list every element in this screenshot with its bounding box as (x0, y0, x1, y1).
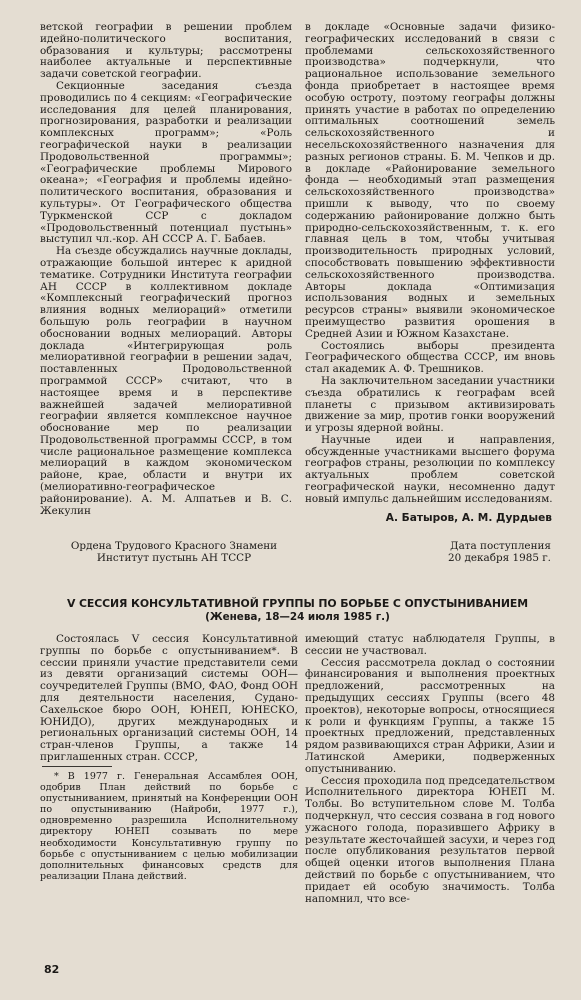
paragraph: в докладе «Основные задачи физико-географических исследований в связи с проблемами сельскохозяйственного производства» подчеркнули, что рациональное использование земельного фонда приобретает в настоящее время особую остроту, поэтому географы должны принять участие в работах по определению оптимальных соотношений земель сельскохозяйственного и несельскохозяйственного назначения для разных регионов страны. Б. М. Чепков и др. в докладе «Районирование земельного фонда — необходимый этап размещения сельскохозяйственного производства» пришли к выводу, что по своему содержанию районирование должно быть природно-сельскохозяйственным, т. к. его главная цель в том, чтобы учитывая производительность природных условий, способствовать повышению эффективности сельскохозяйственного производства. Авторы доклада «Оптимизация использования водных и земельных ресурсов страны» выявили экономическое преимущество развития орошения в Средней Азии и Южном Казахстане. (305, 21, 555, 340)
footnote-divider (42, 766, 112, 767)
article2-left-column (40, 634, 298, 764)
article-subtitle: (Женева, 18—24 июля 1985 г.) (205, 611, 390, 623)
page-number: 82 (44, 963, 60, 976)
article-authors: А. Батыров, А. М. Дурдыев (385, 512, 552, 524)
paragraph: Научные идеи и направления, обсужденные участниками высшего форума географов страны, резолюции по комплексу актуальных проблем советской географической науки, несомненно дадут новый импульс дальнейшим исследованиям. (305, 433, 555, 505)
article-title: V СЕССИЯ КОНСУЛЬТАТИВНОЙ ГРУППЫ ПО БОРЬБЕ С ОПУСТЫНИВАНИЕМ (66, 597, 528, 610)
affiliation-line: Ордена Трудового Красного Знамени (70, 540, 278, 552)
article2-right-column (305, 634, 555, 905)
footnote-text: * В 1977 г. Генеральная Ассамблея ООН, одобрив План действий по борьбе с опустыниванием, принятый на Конференции ООН по опустыниванию (Найроби, 1977 г.), одновременно разрешила Исполнительному директору ЮНЕП созывать по мере необходимости Консультативную группу по борьбе с опустыниванием с целью мобилизации дополнительных финансовых средств для реализации Плана действий. (40, 771, 298, 882)
received-label: Дата поступления (450, 540, 551, 552)
affiliation-line: Институт пустынь АН ТССР (96, 552, 252, 564)
author-affiliation (64, 540, 284, 564)
paragraph: Сессия проходила под председательством Исполнительного директора ЮНЕП М. Толбы. Во вступительном слове М. Толба подчеркнул, что сессия созвана в год нового ужасного голода, поразившего Африку в результате жесточайшей засухи, и через год после опубликования результатов первой общей оценки итогов выполнения Плана действий по борьбе с опустыниванием, что придает ей особую значимость. Толба напомнил, что все- (305, 774, 555, 905)
paragraph: Состоялась V сессия Консультативной группы по борьбе с опустыниванием*. В сессии приняли участие представители семи из девяти организаций системы ООН— соучредителей Группы (ВМО, ФАО, Фонд ООН для деятельности населения, Судано-Сахельское бюро ООН, ЮНЕП, ЮНЕСКО, ЮНИДО), других международных и региональных организаций системы ООН, 14 стран-членов Группы, а также 14 приглашенных стран. СССР, (40, 633, 298, 763)
received-date (448, 540, 551, 564)
paragraph: Состоялись выборы президента Географического общества СССР, им вновь стал академик А. Ф. Трешников. (305, 339, 555, 376)
paragraph: Сессия рассмотрела доклад о состоянии финансирования и выполнения проектных предложений, рассмотренных на предыдущих сессиях Группы (всего 48 проектов), некоторые вопросы, относящиеся к роли и функциям Группы, а также 15 проектных предложений, представленных рядом развивающихся стран Африки, Азии и Латинской Америки, подверженных опустыниванию. (305, 656, 555, 775)
paragraph: имеющий статус наблюдателя Группы, в сессии не участвовал. (305, 633, 555, 657)
article1-left-column (40, 22, 292, 517)
paragraph: На съезде обсуждались научные доклады, отражающие большой интерес к аридной тематике. Сотрудники Института географии АН СССР в коллективном докладе «Комплексный географический прогноз влияния водных мелиораций» отметили большую роль географии в научном обосновании водных мелиораций. Авторы доклада «Интегрирующая роль мелиоративной географии в решении задач, поставленных Продовольственной программой СССР» считают, что в настоящее время и в перспективе важнейшей задачей мелиоративной географии является комплексное научное обоснование мер по реализации Продовольственной программы СССР, в том числе рациональное размещение комплекса мелиораций в каждом экономическом районе, крае, области и внутри их (мелиоративно-географическое районирование). А. М. Алпатьев и В. С. Жекулин (40, 245, 292, 517)
paragraph: На заключительном заседании участники съезда обратились к географам всей планеты с призывом активизировать движение за мир, против гонки вооружений и угрозы ядерной войны. (305, 374, 555, 435)
article1-right-column (305, 22, 555, 506)
paragraph: ветской географии в решении проблем идейно-политического воспитания, образования и культуры; рассмотрены наиболее актуальные и перспективные задачи советской географии. (40, 21, 292, 81)
paragraph: Секционные заседания съезда проводились по 4 секциям: «Географические исследования для целей планирования, прогнозирования, разработки и реализации комплексных программ»; «Роль географической науки в реализации Продовольственной программы»; «Географические проблемы Мирового океана»; «География и проблемы идейно-политического воспитания, образования и культуры». От Географического общества Туркменской ССР с докладом «Продовольственный потенциал пустынь» выступил чл.-кор. АН СССР А. Г. Бабаев. (40, 79, 292, 246)
received-value: 20 декабря 1985 г. (447, 552, 551, 564)
footnote (40, 771, 298, 882)
